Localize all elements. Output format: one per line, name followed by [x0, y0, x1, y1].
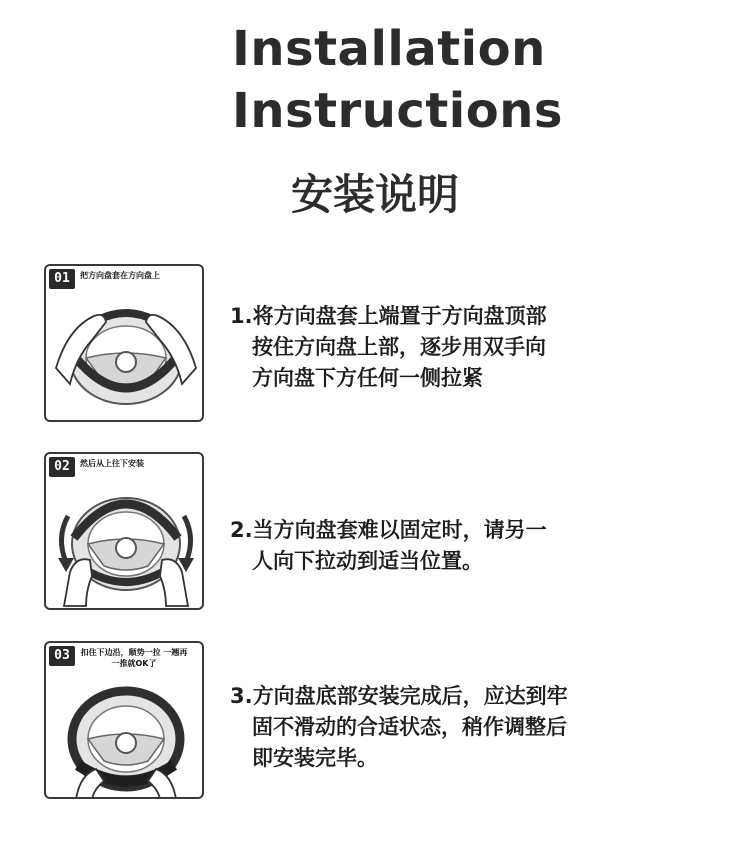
steering-wheel-icon: [46, 665, 204, 799]
step-2-line-2: 人向下拉动到适当位置。: [252, 549, 483, 573]
step-3-caption: 扣住下边沿，顺势一拉 一翘再一推就OK了: [80, 648, 188, 668]
steering-wheel-icon: [46, 476, 204, 610]
title-line-2: Instructions: [232, 83, 563, 139]
title-line-1: Installation: [232, 21, 546, 77]
step-3-line-1: 3.方向盘底部安装完成后，应达到牢: [230, 684, 568, 708]
step-1-badge: 01: [49, 269, 75, 289]
step-2-text: [230, 515, 670, 577]
step-2-line-1: 2.当方向盘套难以固定时，请另一: [230, 518, 547, 542]
step-3-illustration: [44, 641, 204, 799]
step-2-illustration: [44, 452, 204, 610]
step-3-text: [230, 681, 670, 774]
step-3-line-2: 固不滑动的合适状态，稍作调整后: [252, 715, 567, 739]
title-english: [232, 18, 563, 142]
step-1-line-2: 按住方向盘上部，逐步用双手向: [252, 335, 546, 359]
steering-wheel-icon: [46, 288, 204, 422]
step-2-badge: 02: [49, 457, 75, 477]
step-1-line-1: 1.将方向盘套上端置于方向盘顶部: [230, 304, 547, 328]
step-2-caption: 然后从上往下安装: [80, 459, 144, 468]
step-1-line-3: 方向盘下方任何一侧拉紧: [252, 366, 483, 390]
step-1-caption: 把方向盘套在方向盘上: [80, 271, 160, 280]
step-1-text: [230, 301, 670, 394]
title-chinese: 安装说明: [290, 170, 459, 219]
step-3-line-3: 即安装完毕。: [252, 746, 378, 770]
step-1-illustration: [44, 264, 204, 422]
step-3-badge: 03: [49, 646, 75, 666]
